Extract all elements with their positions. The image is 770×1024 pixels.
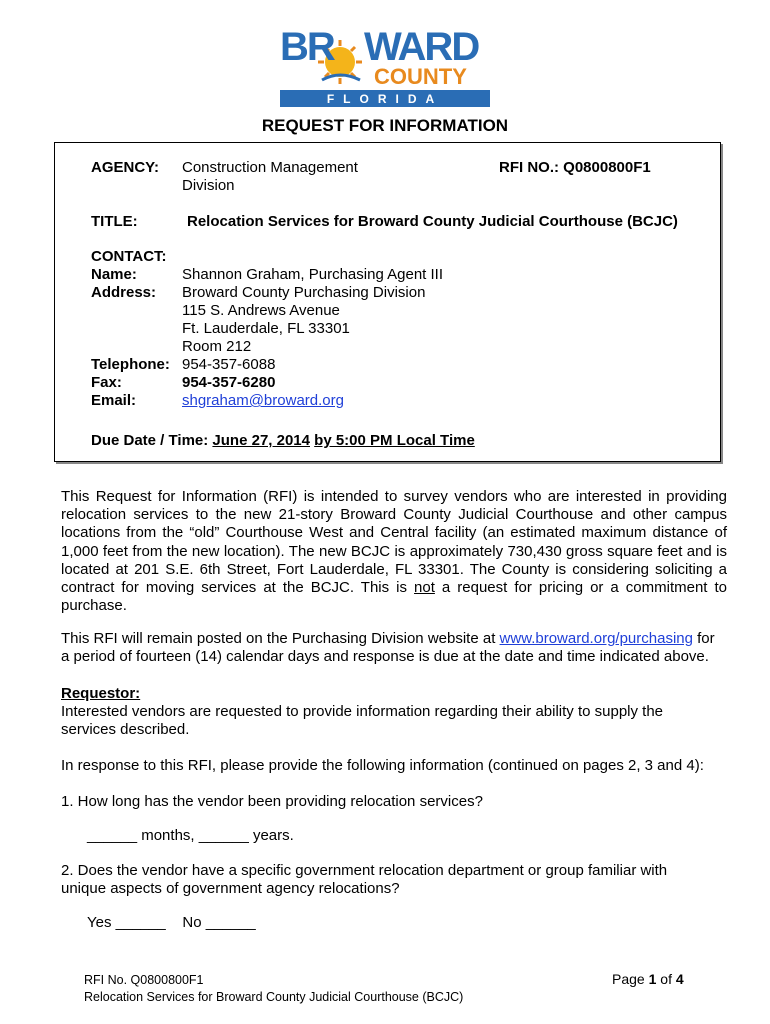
- requestor-text: Interested vendors are requested to provide information regarding their ability to supply the services described.: [61, 703, 664, 739]
- page-number: Page 1 of 4: [612, 971, 684, 987]
- title-label: TITLE:: [91, 213, 138, 230]
- agency-label: AGENCY:: [91, 159, 160, 176]
- not-emphasis: not: [414, 579, 435, 597]
- page-current: 1: [648, 971, 657, 987]
- rfi-number: RFI NO.: Q0800800F1: [499, 159, 651, 176]
- fax-label: Fax:: [91, 374, 122, 391]
- address-label: Address:: [91, 284, 157, 301]
- email-link[interactable]: shgraham@broward.org: [182, 392, 344, 409]
- page-title: REQUEST FOR INFORMATION: [261, 116, 509, 135]
- address-line-2: 115 S. Andrews Avenue: [182, 302, 340, 319]
- due-date-line: [91, 432, 475, 450]
- logo-word-county: COUNTY: [374, 64, 467, 89]
- response-intro: In response to this RFI, please provide the following information (continued on pages 2, 3 and 4):: [61, 757, 704, 774]
- svg-text:WARD: WARD: [364, 25, 479, 69]
- email-label: Email:: [91, 392, 137, 409]
- logo-word-broward: BR: [280, 25, 334, 69]
- agency-value-line2: Division: [182, 177, 235, 194]
- broward-county-logo: [278, 22, 492, 110]
- footer-rfi-number: RFI No. Q0800800F1: [84, 973, 204, 987]
- name-label: Name:: [91, 266, 137, 283]
- page-total: 4: [675, 971, 684, 987]
- address-line-4: Room 212: [182, 338, 252, 355]
- contact-label: CONTACT:: [91, 248, 167, 265]
- question-1: 1. How long has the vendor been providing relocation services?: [61, 793, 483, 810]
- due-date-label: Due Date / Time:: [91, 432, 213, 449]
- logo-word-florida: FLORIDA: [326, 92, 444, 106]
- intro-paragraph: This Request for Information (RFI) is intended to survey vendors who are interested in providing relocation services to the new 21-story Broward County Judicial Courthouse and other campus locations from the “old” Courthouse West and Central facility (an estimated maximum distance of 1,000 feet from the new location). The new BCJC is approximately 730,430 gross square feet and is located at 201 S.E. 6th Street, Fort Lauderdale, FL 33301. The County is considering soliciting a contract for moving services at the BCJC. This is not a request for pricing or a commitment to purchase.: [61, 488, 727, 615]
- telephone-label: Telephone:: [91, 356, 170, 373]
- name-value: Shannon Graham, Purchasing Agent III: [182, 266, 443, 283]
- fax-value: 954-357-6280: [182, 374, 276, 391]
- rfi-info-box: [54, 142, 721, 462]
- question-2: 2. Does the vendor have a specific government relocation department or group familiar with unique aspects of government agency relocations?: [61, 862, 668, 898]
- due-time-value: by 5:00 PM Local Time: [314, 432, 475, 449]
- question-2-answer: Yes ______ No ______: [87, 914, 256, 931]
- address-line-1: Broward County Purchasing Division: [182, 284, 426, 301]
- footer-reference: [84, 972, 463, 1006]
- logo-graphic: [278, 22, 492, 110]
- requestor-heading: Requestor:: [61, 685, 141, 702]
- address-line-3: Ft. Lauderdale, FL 33301: [182, 320, 350, 337]
- footer-rfi-title: Relocation Services for Broward County Judicial Courthouse (BCJC): [84, 990, 464, 1004]
- posted-paragraph: This RFI will remain posted on the Purchasing Division website at www.broward.org/purchasing for a period of fourteen (14) calendar days and response is due at the date and time indicated above.: [61, 630, 715, 666]
- due-date-value: June 27, 2014: [212, 432, 310, 449]
- question-1-answer: ______ months, ______ years.: [87, 827, 294, 844]
- agency-value-line1: Construction Management: [182, 159, 358, 176]
- telephone-value: 954-357-6088: [182, 356, 276, 373]
- purchasing-website-link[interactable]: www.broward.org/purchasing: [499, 630, 693, 647]
- title-value: Relocation Services for Broward County Judicial Courthouse (BCJC): [187, 213, 678, 230]
